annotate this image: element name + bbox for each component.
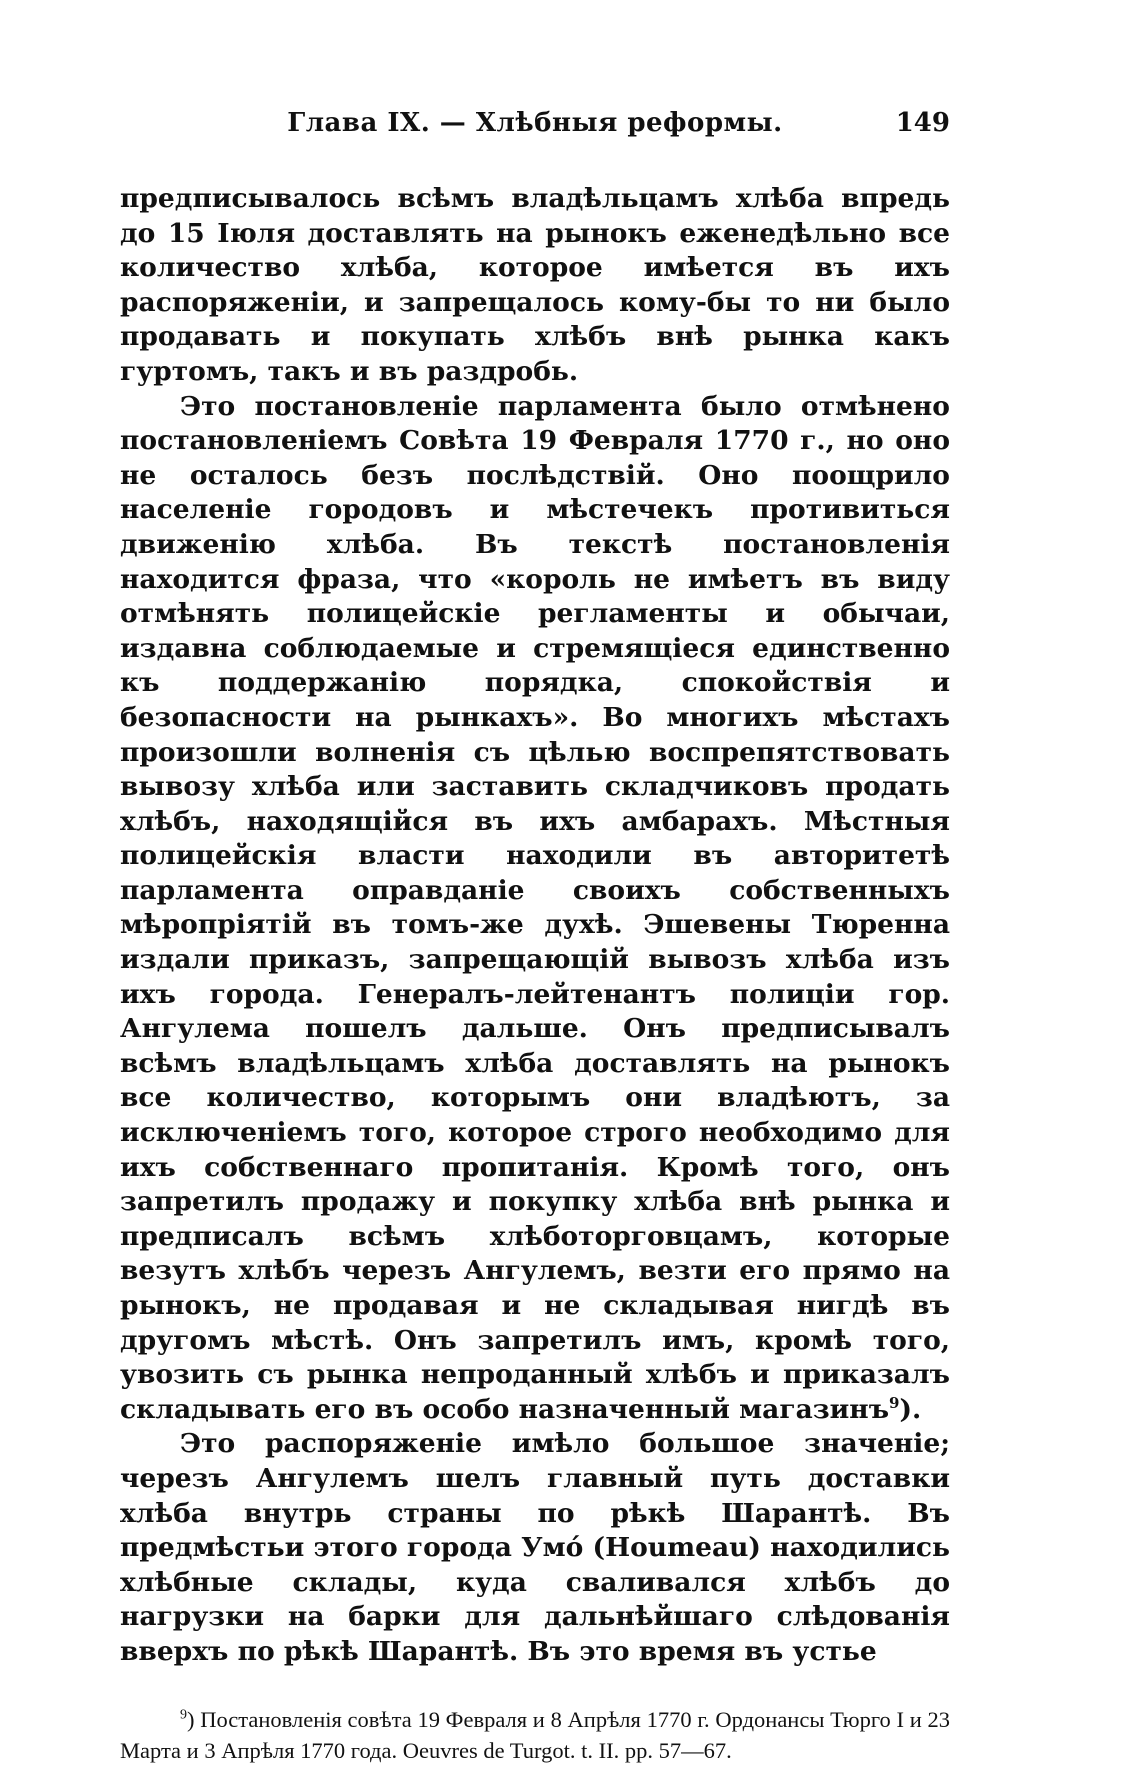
paragraph-3 <box>120 1427 950 1669</box>
footnote-mark: 9 <box>180 1707 187 1723</box>
chapter-title: Глава IX. — Хлѣбныя реформы. <box>287 108 783 138</box>
paragraph-2-tail: ). <box>899 1393 922 1425</box>
paragraph-1-text: предписывалось всѣмъ владѣльцамъ хлѣба впредь до 15 Іюля доставлять на рынокъ еженедѣльно все количество хлѣба, которое имѣется въ ихъ распоряженіи, и запрещалось кому-бы то ни было продавать и покупать хлѣбъ внѣ рынка какъ гуртомъ, такъ и въ раздробь. <box>120 183 950 387</box>
paragraph-3-text: Это распоряженіе имѣло большое значеніе; черезъ Ангулемъ шелъ главный путь доставки хлѣба внутрь страны по рѣкѣ Шарантѣ. Въ предмѣстьи этого города Умо́ (Houmeau) находились хлѣбные склады, куда сваливался хлѣбъ до нагрузки на барки для дальнѣйшаго слѣдованія вверхъ по рѣкѣ Шарантѣ. Въ это время въ устье <box>120 1428 950 1667</box>
body-text <box>120 182 950 1670</box>
book-page <box>120 104 950 1763</box>
paragraph-2-text: Это постановленіе парламента было отмѣнено постановленіемъ Совѣта 19 Февраля 1770 г., но оно не осталось безъ послѣдствій. Оно поощрило населеніе городовъ и мѣстечекъ противиться движенію хлѣба. Въ текстѣ постановленія находится фраза, что «король не имѣетъ въ виду отмѣнять полицейскіе регламенты и обычаи, издавна соблюдаемые и стремящіеся единственно къ поддержанію порядка, спокойствія и безопасности на рынкахъ». Во многихъ мѣстахъ произошли волненія съ цѣлью воспрепятствовать вывозу хлѣба или заставить складчиковъ продать хлѣбъ, находящійся въ ихъ амбарахъ. Мѣстныя полицейскія власти находили въ авторитетѣ парламента оправданіе своихъ собственныхъ мѣропріятій въ томъ-же духѣ. Эшевены Тюренна издали приказъ, запрещающій вывозъ хлѣба изъ ихъ города. Генералъ-лейтенантъ полиціи гор. Ангулема пошелъ дальше. Онъ предписывалъ всѣмъ владѣльцамъ хлѣба доставлять на рынокъ все количество, которымъ они владѣютъ, за исключеніемъ того, которое строго необходимо для ихъ собственнаго пропитанія. Кромѣ того, онъ запретилъ продажу и покупку хлѣба внѣ рынка и предписалъ всѣмъ хлѣботорговцамъ, которые везутъ хлѣбъ черезъ Ангулемъ, везти его прямо на рынокъ, не продавая и не складывая нигдѣ въ другомъ мѣстѣ. Онъ запретилъ имъ, кромѣ того, увозить съ рынка непроданный хлѣбъ и приказалъ складывать его въ особо назначенный магазинъ <box>120 390 950 1425</box>
footnote <box>120 1704 950 1766</box>
footnotes <box>120 1704 950 1766</box>
footnote-reference: 9 <box>889 1393 900 1412</box>
paragraph-1 <box>120 182 950 390</box>
page-number: 149 <box>895 108 950 138</box>
running-head <box>120 104 950 144</box>
paragraph-2 <box>120 390 950 1428</box>
footnote-text: ) Постановленія совѣта 19 Февраля и 8 Апрѣля 1770 г. Ордонансы Тюрго I и 23 Марта и 3 Апрѣля 1770 года. Oeuvres de Turgot. t. II. pp. 57—67. <box>120 1706 950 1763</box>
